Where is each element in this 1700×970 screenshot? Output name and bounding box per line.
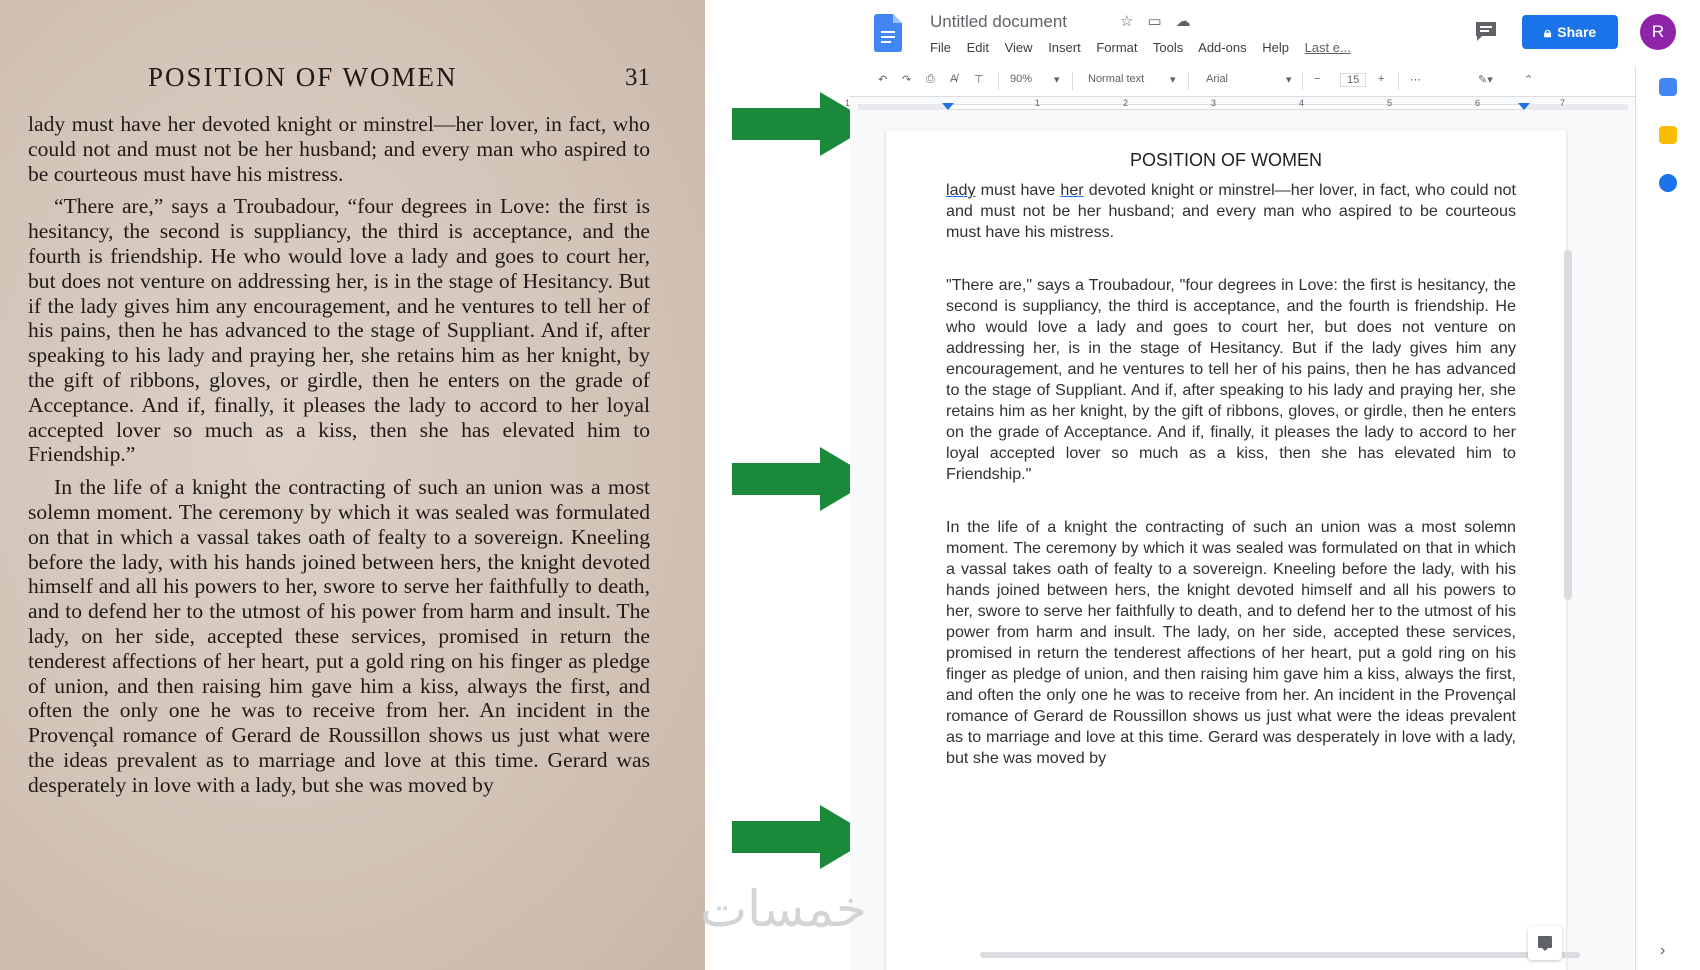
title-icons: [1120, 12, 1205, 30]
scan-header: [28, 62, 650, 96]
vertical-scrollbar[interactable]: [1564, 250, 1572, 600]
scan-body-text: [28, 112, 650, 806]
last-edit-link[interactable]: Last e...: [1304, 40, 1351, 55]
scan-page-title: POSITION OF WOMEN: [148, 62, 458, 92]
ruler-number: 3: [1211, 98, 1217, 108]
share-button[interactable]: [1522, 15, 1618, 49]
document-paragraph[interactable]: [946, 180, 1516, 243]
scan-paragraph: In the life of a knight the contracting of such an union was a most solemn moment. The ceremony by which it was sealed was formulated on that in which a vassal takes oath of fealty to a sovereign. Kneeling before the lady, with his hands joined between hers, the knight devoted himself and all his powers to her, swore to serve her faithfully to death, and to defend her to the utmost of his power from harm and insult. The lady, on her side, accepted these services, promised in return the tenderest affections of her heart, put a gold ring on his finger as pledge of union, and then raising him gave him a kiss, always the first, and often the only one he was to receive from her. An incident in the Provençal romance of Gerard de Roussillon shows us just what were the ideas prevalent as to marriage and love at this time. Gerard was desperately in love with a lady, but she was moved by: [28, 475, 650, 797]
scan-paragraph: “There are,” says a Troubadour, “four degrees in Love: the first is hesitancy, the second is suppliancy, the third is acceptance, and the fourth is friendship. He who would love a lady and goes to court her, but does not venture on addressing her, is in the stage of Hesitancy. But if the lady gives him any encouragement, and he ventures to tell her of his pains, then he has advanced to the stage of Suppliant. And if, after speaking to his lady and praying her, she retains him as her knight, by the gift of ribbons, gloves, or girdle, then he enters on the grade of Acceptance. And if, finally, it pleases the lady to accord to her loyal accepted lover so much as a kiss, then she has elevated him to Friendship.”: [28, 194, 650, 467]
paragraph-text: must have: [975, 181, 1061, 199]
toolbar-divider: [1072, 72, 1073, 90]
scanned-book-page: [0, 0, 705, 970]
style-select[interactable]: Normal text: [1088, 73, 1145, 85]
menu-bar: [930, 40, 1363, 55]
menu-addons[interactable]: Add-ons: [1198, 40, 1247, 55]
editing-mode-pencil-icon[interactable]: ✎▾: [1478, 74, 1493, 86]
chevron-down-icon[interactable]: ▾: [1286, 74, 1292, 86]
formatting-toolbar: [850, 66, 1700, 97]
spellcheck-icon[interactable]: A̸: [950, 73, 958, 85]
ruler-number: 4: [1299, 98, 1305, 108]
document-title[interactable]: Untitled document: [930, 12, 1068, 31]
document-body[interactable]: [946, 180, 1516, 801]
lock-icon: 🔒︎: [1543, 23, 1552, 40]
folder-icon[interactable]: ▭: [1147, 13, 1162, 30]
cloud-icon[interactable]: ☁: [1175, 13, 1191, 30]
spellcheck-word[interactable]: lady: [946, 181, 976, 199]
document-heading[interactable]: POSITION OF WOMEN: [1130, 150, 1322, 170]
print-icon[interactable]: ⎙: [926, 73, 935, 85]
explore-button[interactable]: [1528, 926, 1562, 960]
document-page[interactable]: [886, 130, 1566, 970]
toolbar-divider: [998, 72, 999, 90]
toolbar-divider: [1302, 72, 1303, 90]
docs-title-bar: [850, 0, 1700, 66]
explore-icon: [1536, 934, 1554, 952]
menu-file[interactable]: File: [930, 40, 951, 55]
menu-edit[interactable]: Edit: [966, 40, 989, 55]
menu-insert[interactable]: Insert: [1048, 40, 1081, 55]
document-canvas: [850, 115, 1635, 970]
right-indent-marker[interactable]: [1518, 103, 1530, 110]
chevron-right-icon[interactable]: ›: [1660, 942, 1666, 959]
collapse-menus-icon[interactable]: ⌃: [1524, 74, 1534, 86]
ruler-number: 2: [1123, 98, 1129, 108]
font-size-input[interactable]: 15: [1340, 73, 1366, 87]
document-paragraph[interactable]: In the life of a knight the contracting of such an union was a most solemn moment. The ceremony by which it was sealed was formulated on that in which a vassal takes oath of fealty to a sovereign. Kneeling before the lady, with his hands joined between hers, the knight devoted himself and all his powers to her, swore to serve her faithfully to death, and to defend her to the utmost of his power from harm and insult. The lady, on her side, accepted these services, promised in return the tenderest affections of her heart, put a gold ring on his finger as pledge of union, and then raising him gave him a kiss, always the first, and often the only one he was to receive from her. An incident in the Provençal romance of Gerard de Roussillon shows us just what were the ideas prevalent as to marriage and love at this time. Gerard was desperately in love with a lady, but she was moved by: [946, 518, 1516, 767]
scan-page-number: 31: [625, 64, 650, 91]
tasks-icon[interactable]: [1659, 174, 1677, 192]
ruler-number: 5: [1387, 98, 1393, 108]
account-avatar[interactable]: R: [1640, 14, 1676, 50]
keep-icon[interactable]: [1659, 126, 1677, 144]
decrease-font-size-icon[interactable]: −: [1314, 73, 1321, 85]
increase-font-size-icon[interactable]: +: [1378, 73, 1385, 85]
left-indent-marker[interactable]: [942, 103, 954, 110]
star-icon[interactable]: ☆: [1120, 13, 1134, 30]
chevron-down-icon[interactable]: ▾: [1170, 74, 1176, 86]
chevron-down-icon[interactable]: ▾: [1054, 74, 1060, 86]
side-panel: [1635, 66, 1700, 970]
share-label: Share: [1557, 24, 1597, 40]
google-docs-window: [845, 0, 1700, 970]
toolbar-divider: [1398, 72, 1399, 90]
watermark-logo: خمسات: [700, 880, 867, 938]
redo-icon[interactable]: ↷: [902, 74, 912, 86]
ruler-number: 6: [1475, 98, 1481, 108]
menu-help[interactable]: Help: [1262, 40, 1289, 55]
menu-format[interactable]: Format: [1096, 40, 1138, 55]
paragraph-text: devoted knight or minstrel—her lover, in fact, who could not and must not be her husband; and every man who aspired to be courteous must have his mistress.: [946, 181, 1516, 241]
menu-tools[interactable]: Tools: [1152, 40, 1184, 55]
toolbar-divider: [1188, 72, 1189, 90]
ruler-number: 1: [1035, 98, 1041, 108]
comment-history-icon[interactable]: [1474, 20, 1498, 42]
zoom-select[interactable]: 90%: [1010, 73, 1033, 85]
undo-icon[interactable]: ↶: [878, 74, 888, 86]
document-paragraph[interactable]: "There are," says a Troubadour, "four degrees in Love: the first is hesitancy, the second is suppliancy, the third is acceptance, and the fourth is friendship. He who would love a lady and goes to court her, but does not venture on addressing her, is in the stage of Hesitancy. But if the lady gives him any encouragement, and he ventures to tell her of his pains, then he has advanced to the stage of Suppliant. And if, after speaking to his lady and praying her, she retains him as her knight, by the gift of ribbons, gloves, or girdle, then he enters on the grade of Acceptance. And if, finally, it pleases the lady to accord to her loyal accepted lover so much as a kiss, then she has elevated him to Friendship.": [946, 276, 1516, 483]
paint-format-icon[interactable]: ⊤: [974, 74, 984, 86]
spellcheck-word[interactable]: her: [1060, 181, 1084, 199]
ruler-number: 1: [845, 98, 851, 108]
docs-logo-icon[interactable]: [874, 14, 902, 52]
ruler-number: 7: [1560, 98, 1566, 108]
horizontal-ruler: [845, 97, 1635, 115]
scan-paragraph: lady must have her devoted knight or minstrel—her lover, in fact, who could not and must not be her husband; and every man who aspired to be courteous must have his mistress.: [28, 112, 650, 186]
horizontal-scrollbar[interactable]: [980, 952, 1580, 958]
menu-view[interactable]: View: [1004, 40, 1033, 55]
calendar-icon[interactable]: [1659, 78, 1677, 96]
font-select[interactable]: Arial: [1206, 73, 1229, 85]
more-options-icon[interactable]: ⋯: [1410, 74, 1421, 86]
